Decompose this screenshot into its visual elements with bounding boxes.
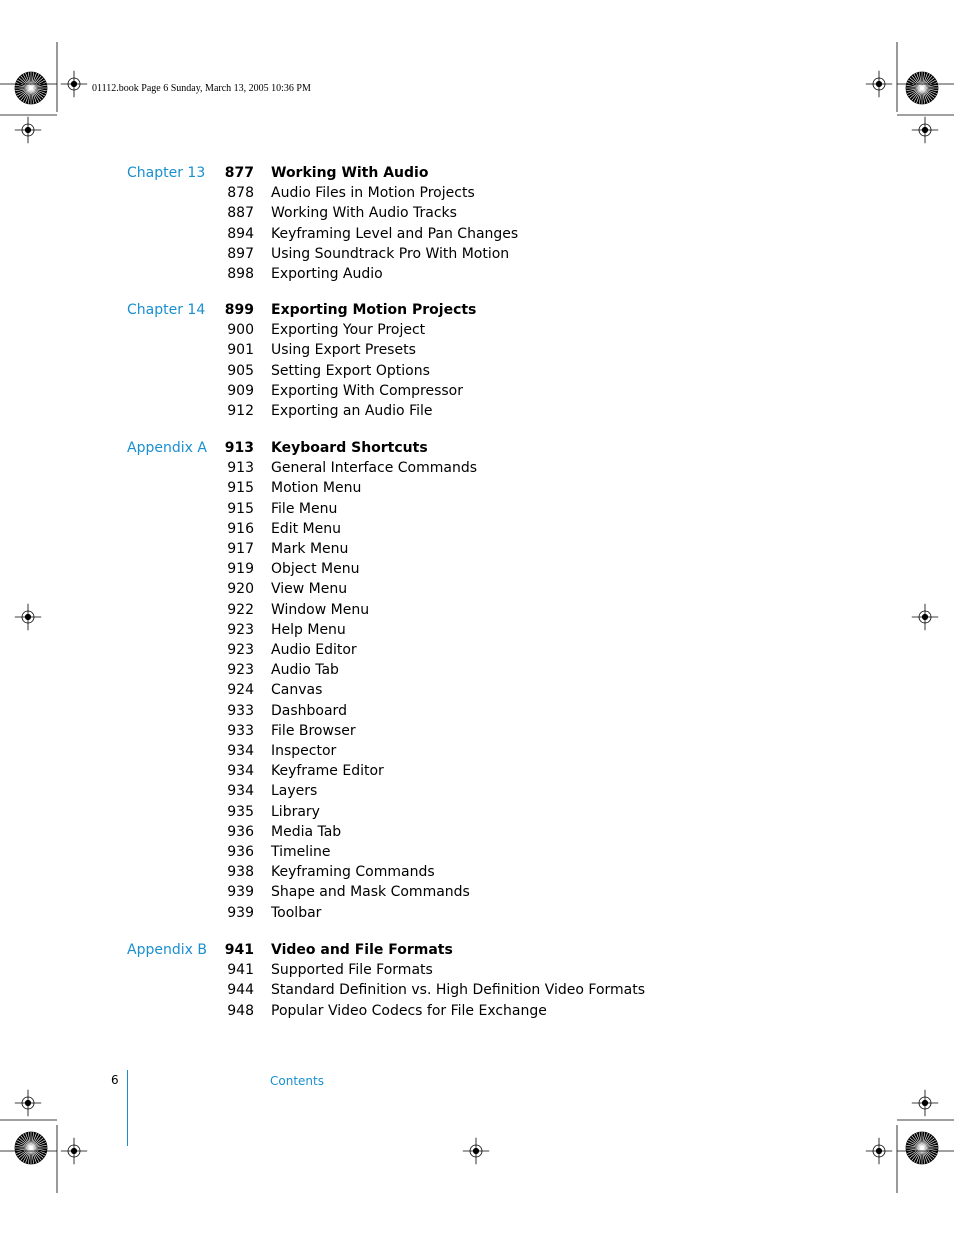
toc-entry[interactable] bbox=[0, 363, 700, 383]
entry-page-number: 938 bbox=[227, 864, 254, 881]
entry-title: Motion Menu bbox=[271, 480, 362, 497]
entry-page-number: 948 bbox=[227, 1002, 254, 1019]
toc-entry[interactable] bbox=[0, 561, 700, 581]
toc-entry[interactable] bbox=[0, 246, 700, 266]
entry-title: Keyframing Commands bbox=[271, 864, 435, 881]
entry-title: Setting Export Options bbox=[271, 362, 430, 379]
toc-heading-entry[interactable] bbox=[0, 440, 700, 460]
entry-page-number: 924 bbox=[227, 682, 254, 699]
section-label[interactable]: Chapter 13 bbox=[127, 165, 206, 181]
toc-heading-entry[interactable] bbox=[0, 302, 700, 322]
entry-title: Dashboard bbox=[271, 702, 347, 719]
toc-entry[interactable] bbox=[0, 541, 700, 561]
toc-entry[interactable] bbox=[0, 521, 700, 541]
footer-divider bbox=[127, 1070, 128, 1146]
entry-title: Popular Video Codecs for File Exchange bbox=[271, 1002, 547, 1019]
entry-title: Exporting With Compressor bbox=[271, 382, 464, 399]
entry-title: Supported File Formats bbox=[271, 962, 433, 979]
entry-page-number: 900 bbox=[227, 322, 254, 339]
section-label[interactable]: Appendix B bbox=[127, 942, 207, 958]
entry-title: Mark Menu bbox=[271, 541, 349, 557]
entry-page-number: 923 bbox=[227, 621, 254, 638]
entry-title: Inspector bbox=[271, 743, 337, 759]
entry-page-number: 934 bbox=[227, 783, 254, 800]
toc-entry[interactable] bbox=[0, 501, 700, 521]
entry-page-number: 894 bbox=[227, 225, 254, 242]
entry-title: Video and File Formats bbox=[271, 942, 453, 958]
entry-title: Using Soundtrack Pro With Motion bbox=[271, 245, 510, 262]
toc-entry[interactable] bbox=[0, 460, 700, 480]
entry-title: Exporting Audio bbox=[271, 266, 383, 282]
entry-title: Keyframing Level and Pan Changes bbox=[271, 225, 519, 242]
entry-page-number: 920 bbox=[227, 581, 254, 598]
entry-title: Window Menu bbox=[271, 601, 370, 618]
toc-entry[interactable] bbox=[0, 480, 700, 500]
toc-entry[interactable] bbox=[0, 403, 700, 423]
toc-entry[interactable] bbox=[0, 844, 700, 864]
entry-page-number: 934 bbox=[227, 763, 254, 780]
entry-title: Exporting Motion Projects bbox=[271, 302, 477, 318]
section-label[interactable]: Appendix A bbox=[127, 440, 207, 456]
toc-entry[interactable] bbox=[0, 205, 700, 225]
entry-title: Canvas bbox=[271, 682, 323, 699]
toc-entry[interactable] bbox=[0, 662, 700, 682]
toc-entry[interactable] bbox=[0, 226, 700, 246]
toc-entry[interactable] bbox=[0, 905, 700, 925]
toc-entry[interactable] bbox=[0, 602, 700, 622]
entry-title: Standard Definition vs. High Definition Video Formats bbox=[271, 982, 646, 999]
toc-entry[interactable] bbox=[0, 622, 700, 642]
entry-page-number: 915 bbox=[227, 480, 254, 497]
entry-page-number: 934 bbox=[227, 743, 254, 759]
entry-page-number: 897 bbox=[227, 245, 254, 262]
entry-title: Help Menu bbox=[271, 621, 346, 638]
entry-page-number: 916 bbox=[227, 520, 254, 537]
toc-entry[interactable] bbox=[0, 642, 700, 662]
entry-page-number: 877 bbox=[224, 165, 254, 181]
entry-page-number: 935 bbox=[227, 803, 254, 820]
entry-title: Keyframe Editor bbox=[271, 763, 384, 780]
entry-title: Edit Menu bbox=[271, 520, 341, 537]
entry-page-number: 923 bbox=[227, 662, 254, 679]
entry-page-number: 941 bbox=[227, 962, 254, 979]
entry-title: Layers bbox=[271, 783, 318, 800]
toc-heading-entry[interactable] bbox=[0, 942, 700, 962]
entry-title: Working With Audio Tracks bbox=[271, 205, 457, 222]
entry-page-number: 887 bbox=[227, 205, 254, 222]
entry-page-number: 933 bbox=[227, 722, 254, 739]
entry-title: Audio Editor bbox=[271, 642, 357, 658]
entry-page-number: 913 bbox=[224, 440, 254, 456]
entry-title: Object Menu bbox=[271, 561, 360, 578]
print-slug: 01112.book Page 6 Sunday, March 13, 2005 10:36 PM bbox=[92, 83, 311, 94]
entry-page-number: 917 bbox=[227, 541, 254, 557]
entry-page-number: 901 bbox=[227, 342, 254, 359]
entry-title: Exporting Your Project bbox=[271, 322, 426, 339]
entry-title: View Menu bbox=[271, 581, 348, 598]
toc-entry[interactable] bbox=[0, 743, 700, 763]
entry-page-number: 941 bbox=[224, 942, 254, 958]
toc-entry[interactable] bbox=[0, 962, 700, 982]
entry-page-number: 905 bbox=[227, 362, 254, 379]
toc-entry[interactable] bbox=[0, 884, 700, 904]
toc-entry[interactable] bbox=[0, 864, 700, 884]
toc-entry[interactable] bbox=[0, 804, 700, 824]
entry-title: Toolbar bbox=[271, 904, 322, 921]
entry-title: Timeline bbox=[271, 844, 331, 860]
entry-page-number: 899 bbox=[224, 302, 254, 318]
entry-page-number: 939 bbox=[227, 904, 254, 921]
toc-entry[interactable] bbox=[0, 703, 700, 723]
entry-page-number: 915 bbox=[227, 500, 254, 517]
entry-page-number: 944 bbox=[227, 982, 254, 999]
entry-title: Audio Tab bbox=[271, 662, 339, 679]
entry-page-number: 878 bbox=[227, 185, 254, 202]
toc-entry[interactable] bbox=[0, 185, 700, 205]
entry-title: Using Export Presets bbox=[271, 342, 416, 359]
entry-title: Media Tab bbox=[271, 823, 342, 840]
entry-title: Shape and Mask Commands bbox=[271, 884, 470, 901]
toc-entry[interactable] bbox=[0, 383, 700, 403]
entry-title: Library bbox=[271, 803, 320, 820]
toc-entry[interactable] bbox=[0, 322, 700, 342]
entry-page-number: 922 bbox=[227, 601, 254, 618]
toc-entry[interactable] bbox=[0, 723, 700, 743]
entry-page-number: 923 bbox=[227, 642, 254, 658]
toc-entry[interactable] bbox=[0, 824, 700, 844]
footer-section-label: Contents bbox=[270, 1074, 324, 1088]
entry-title: File Menu bbox=[271, 500, 338, 517]
toc-entry[interactable] bbox=[0, 783, 700, 803]
entry-title: Exporting an Audio File bbox=[271, 403, 433, 419]
toc-entry[interactable] bbox=[0, 763, 700, 783]
toc-entry[interactable] bbox=[0, 1003, 700, 1023]
entry-page-number: 912 bbox=[227, 403, 254, 419]
entry-title: Keyboard Shortcuts bbox=[271, 440, 428, 456]
entry-title: Working With Audio bbox=[271, 165, 429, 181]
entry-page-number: 936 bbox=[227, 823, 254, 840]
entry-page-number: 909 bbox=[227, 382, 254, 399]
entry-title: Audio Files in Motion Projects bbox=[271, 185, 475, 202]
footer-page-number: 6 bbox=[111, 1073, 119, 1087]
entry-page-number: 936 bbox=[227, 844, 254, 860]
toc-entry[interactable] bbox=[0, 342, 700, 362]
toc-entry[interactable] bbox=[0, 982, 700, 1002]
entry-page-number: 933 bbox=[227, 702, 254, 719]
toc-entry[interactable] bbox=[0, 266, 700, 286]
entry-page-number: 919 bbox=[227, 561, 254, 578]
entry-page-number: 939 bbox=[227, 884, 254, 901]
toc-entry[interactable] bbox=[0, 682, 700, 702]
toc-entry[interactable] bbox=[0, 581, 700, 601]
section-label[interactable]: Chapter 14 bbox=[127, 302, 206, 318]
entry-title: General Interface Commands bbox=[271, 460, 478, 477]
entry-title: File Browser bbox=[271, 722, 356, 739]
toc-heading-entry[interactable] bbox=[0, 165, 700, 185]
entry-page-number: 913 bbox=[227, 460, 254, 477]
entry-page-number: 898 bbox=[227, 266, 254, 282]
